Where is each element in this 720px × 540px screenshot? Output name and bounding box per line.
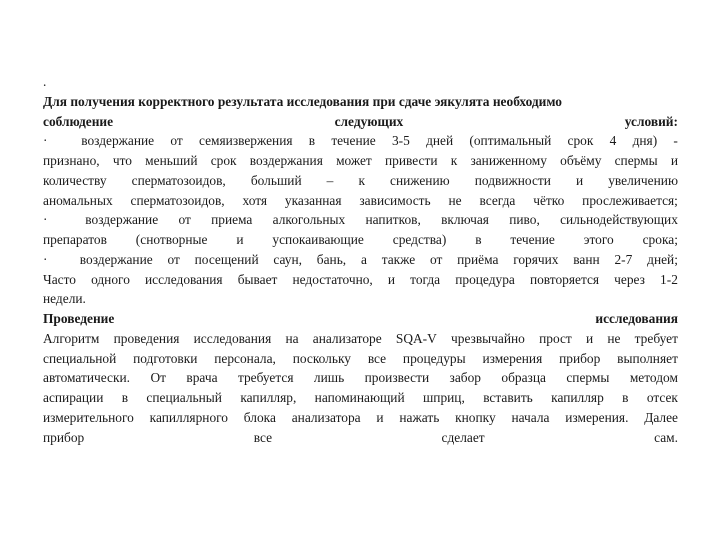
word: прослеживается; [582,192,678,208]
paragraph-line-2 [43,349,678,369]
word: сперматозоидов, [130,192,225,208]
word: капиллярного [149,409,228,425]
word: сам. [654,429,678,445]
word: от [178,212,191,228]
word: и [585,330,594,346]
word: бань, [316,251,347,267]
word: в [622,390,629,405]
word: бывает [237,271,278,287]
word: анализаторе [312,330,382,346]
paragraph-line-4 [43,388,678,408]
word: саун, [273,251,302,267]
word: персонала, [214,350,276,366]
word: и [376,409,384,425]
word: течение [331,133,376,149]
word: увеличению [608,172,678,188]
word: напитков, [365,212,421,228]
word: недостаточно, [292,271,373,287]
word: через [614,271,645,287]
word: пиво, [509,212,540,228]
paragraph-line-6 [43,428,678,448]
word: и [575,172,584,188]
word: срок [567,133,594,149]
word: напоминающий [314,390,405,405]
word: отсек [646,390,678,405]
bullet-marker: · [43,212,48,228]
word: прост [539,330,572,346]
word: что [112,153,132,168]
word: измерения. [565,409,629,425]
word: автоматически. [43,370,131,386]
word: исследования [193,330,272,346]
word: капилляр [551,390,604,405]
word: сперматозоидов, [131,172,226,188]
word: От [150,370,166,386]
word: произвести [364,370,430,386]
word: не [448,192,462,208]
word: посещений [194,251,259,267]
word: аспирации [43,390,104,405]
word: - [673,133,678,149]
word: процедура [455,271,515,287]
marker: . [43,74,47,89]
word: срока; [642,232,678,247]
document-text [43,72,678,447]
word: измерительного [43,409,134,425]
note-line-2: недели. [43,291,86,307]
word: тогда [410,271,441,287]
word: измерения [482,350,543,366]
word: чётко [533,192,565,208]
bullet-1-line-2 [43,151,678,171]
word: лишь [313,370,345,386]
word: снижению [390,172,450,188]
word: 4 [609,133,617,149]
word: горячих [513,251,559,267]
word: проведения [113,330,180,346]
word: воздержания [249,153,323,168]
word: не [607,330,621,346]
word: меньший [145,153,198,168]
word: хотя [242,192,268,208]
word: чрезвычайно [451,330,525,346]
word: выполняет [617,350,678,366]
word: Проведение [43,311,115,326]
word: привести [385,153,438,168]
word: этого [583,232,614,247]
bullet-3-line-1 [43,250,678,270]
word: дней [426,133,454,149]
word: от [429,251,443,267]
word: врача [186,370,218,386]
word: спермы [614,153,658,168]
word: начала [511,409,550,425]
word: объёму [560,153,602,168]
note-line-1 [43,270,678,290]
word: к [358,172,365,188]
word: шприц, [422,390,465,405]
word: может [336,153,372,168]
bullet-2-line-1 [43,210,678,230]
word: течение [510,232,555,247]
word: воздержание [81,133,155,149]
paragraph-line-3 [43,368,678,388]
word: все [253,429,273,445]
word: (снотворные [135,232,208,247]
word: зависимость [359,192,431,208]
word: следующих [334,113,404,129]
word: повторяется [529,271,600,287]
word: Часто [43,271,76,287]
word: алкогольных [272,212,346,228]
word: одного [91,271,130,287]
word: срок [210,153,237,168]
word: заниженному [470,153,547,168]
word: прибор [559,350,601,366]
word: – [326,172,334,188]
intro-line-justified [43,112,678,132]
word: блока [243,409,276,425]
word: сильнодействующих [560,212,678,228]
word: требуется [237,370,294,386]
word: специальный [146,390,222,405]
word: больший [250,172,302,188]
word: указанная [284,192,342,208]
word: (оптимальный [469,133,552,149]
word: воздержание [85,212,159,228]
word: исследования [595,311,678,326]
word: анализатора [291,409,361,425]
section-heading [43,309,678,329]
word: специальной [43,350,117,366]
word: методом [629,370,678,386]
word: и [387,271,396,287]
word: забор [449,370,481,386]
word: средства) [392,232,447,247]
word: и [236,232,244,247]
word: семяизвержения [198,133,293,149]
paragraph-line-1 [43,329,678,349]
word: на [285,330,299,346]
word: к [450,153,458,168]
word: дней; [647,251,678,267]
word: приёма [457,251,499,267]
bullet-marker: · [43,251,48,267]
bullet-1-line-3 [43,171,678,191]
word: нажать [399,409,440,425]
word: Алгоритм [43,330,100,346]
word: от [167,251,180,267]
word: дня) [632,133,658,149]
word: в [121,390,129,405]
word: прибор [43,429,85,445]
word: исследования [145,271,223,287]
word: воздержание [79,251,153,267]
word: все [367,350,387,366]
word: капилляр, [240,390,297,405]
bullet-2-line-2 [43,230,678,250]
word: требует [634,330,678,346]
word: приема [211,212,253,228]
intro-line: Для получения корректного результата исследования при сдаче эякулята необходимо [43,93,563,109]
word: всегда [479,192,516,208]
word: образца [501,370,546,386]
word: а [360,251,367,267]
word: включая [441,212,489,228]
word: препаратов [43,232,107,247]
word: поскольку [292,350,351,366]
word: ванн [573,251,600,267]
bullet-marker: · [43,133,48,149]
word: аномальных [43,192,113,208]
bullet-1-line-4 [43,191,678,211]
word: в [475,232,482,247]
word: успокаивающие [272,232,364,247]
word: подвижности [474,172,551,188]
word: 1-2 [660,271,678,287]
word: подготовки [133,350,198,366]
word: спермы [566,370,610,386]
word: соблюдение [43,113,114,129]
word: от [170,133,183,149]
word: условий: [624,113,678,129]
word: и [670,153,678,168]
word: кнопку [455,409,496,425]
word: в [308,133,316,149]
word: процедуры [402,350,466,366]
word: также [381,251,416,267]
word: сделает [441,429,485,445]
word: вставить [483,390,533,405]
word: Далее [644,409,678,425]
word: количеству [43,172,107,188]
bullet-1-line-1 [43,131,678,151]
word: 3-5 [391,133,410,149]
word: признано, [43,153,100,168]
word: SQA-V [395,330,437,346]
word: 2-7 [614,251,633,267]
paragraph-line-5 [43,408,678,428]
